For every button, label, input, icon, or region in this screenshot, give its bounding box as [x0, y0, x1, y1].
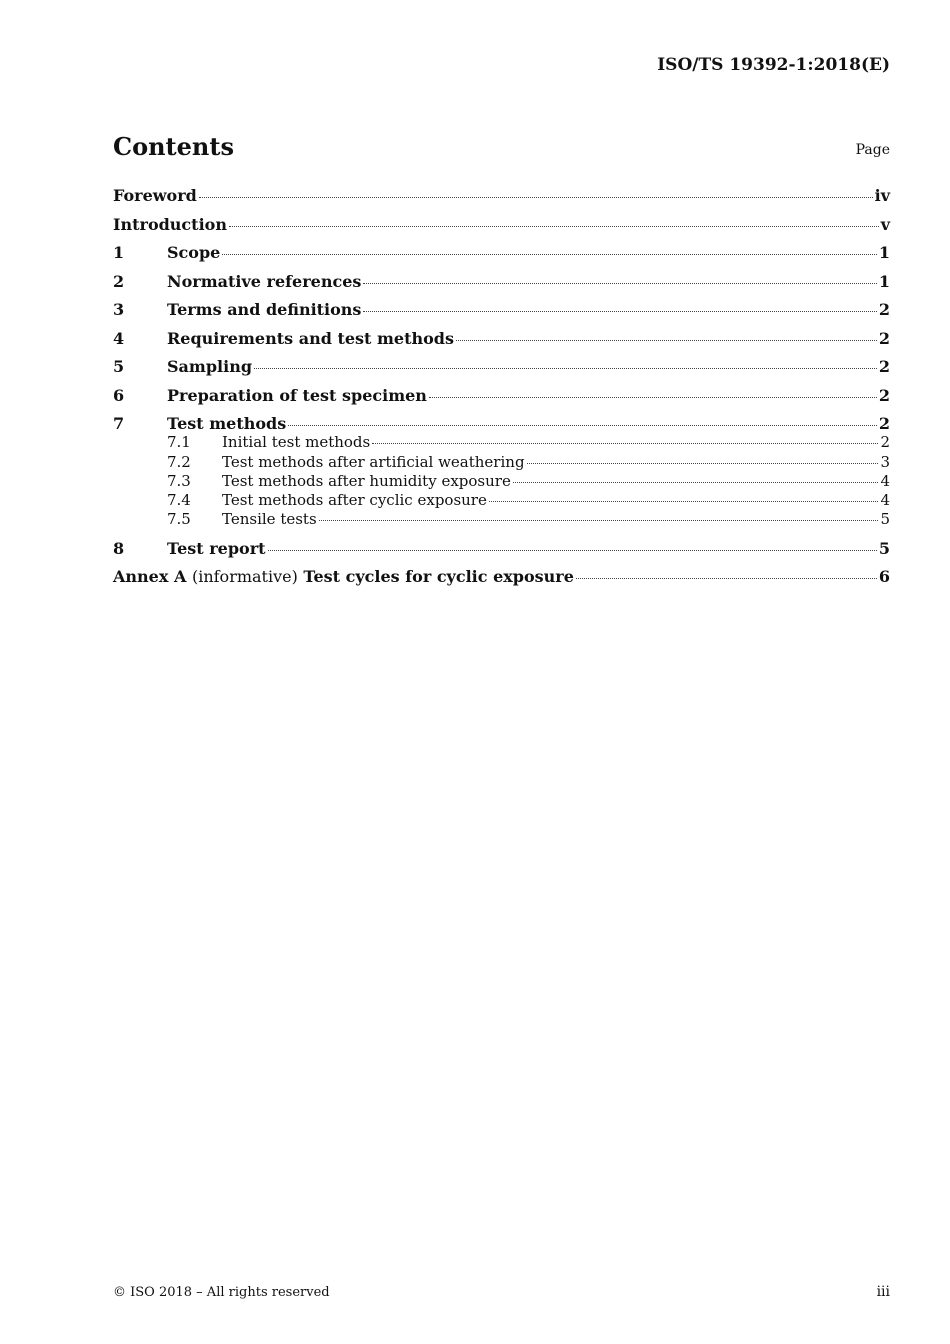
toc-entry-test-methods[interactable] — [113, 414, 890, 433]
toc-entry-page: 6 — [878, 567, 890, 587]
page-column-label: Page — [855, 142, 890, 158]
page-number: iii — [876, 1284, 890, 1300]
toc-entry-title: Preparation of test specimen — [167, 385, 427, 405]
toc-entry-title: Test report — [167, 538, 266, 558]
document-id: ISO/TS 19392-1:2018(E) — [657, 55, 890, 75]
dot-leader — [222, 253, 877, 255]
dot-leader — [576, 577, 877, 579]
dot-leader — [268, 549, 877, 551]
toc-entry-number: 1 — [113, 243, 125, 262]
toc-entry-title: Test methods after cyclic exposure — [222, 491, 487, 510]
toc-entry-title: Tensile tests — [222, 510, 317, 529]
toc-entry-page: 2 — [878, 357, 890, 376]
dot-leader — [319, 519, 879, 521]
annex-qualifier: (informative) — [191, 567, 298, 587]
toc-subentry-humidity-exposure[interactable] — [167, 472, 890, 491]
toc-subentry-artificial-weathering[interactable] — [167, 453, 890, 472]
toc-entry-title: Terms and definitions — [167, 300, 362, 319]
dot-leader — [363, 282, 876, 284]
toc-entry-page: 5 — [880, 510, 890, 529]
dot-leader — [229, 225, 879, 227]
toc-entry-title — [113, 567, 574, 586]
toc-entry-title: Normative references — [167, 271, 362, 291]
toc-entry-introduction[interactable] — [113, 215, 890, 244]
toc-entry-number: 2 — [113, 271, 125, 291]
toc-entry-number: 5 — [113, 357, 125, 376]
dot-leader — [456, 339, 877, 341]
dot-leader — [199, 196, 873, 198]
toc-entry-preparation[interactable] — [113, 386, 890, 415]
toc-entry-page: 4 — [880, 491, 890, 510]
toc-entry-page: 2 — [878, 414, 890, 433]
dot-leader — [363, 310, 876, 312]
toc-entry-terms-definitions[interactable] — [113, 300, 890, 329]
toc-entry-number: 6 — [113, 385, 125, 405]
dot-leader — [288, 424, 877, 426]
toc-entry-page: 1 — [878, 243, 890, 262]
toc-entry-title: Scope — [167, 243, 221, 262]
dot-leader — [527, 462, 879, 464]
toc-subentry-initial-test-methods[interactable] — [167, 433, 890, 452]
toc-entry-page: v — [880, 214, 890, 234]
toc-entry-page: iv — [874, 186, 890, 205]
dot-leader — [372, 442, 878, 444]
toc-entry-number: 7.4 — [167, 491, 191, 510]
toc-entry-number: 7 — [113, 414, 125, 433]
toc-entry-page: 2 — [878, 328, 890, 348]
toc-entry-title: Introduction — [113, 214, 227, 234]
toc-entry-title: Initial test methods — [222, 433, 371, 452]
toc-entry-title: Test methods — [167, 414, 287, 433]
dot-leader — [254, 367, 877, 369]
toc-entry-page: 2 — [878, 300, 890, 319]
page-title: Contents — [113, 132, 234, 161]
annex-label: Annex A — [113, 567, 187, 587]
toc-entry-foreword[interactable] — [113, 186, 890, 215]
toc-entry-number: 7.3 — [167, 471, 191, 490]
toc-entry-title: Foreword — [113, 186, 197, 205]
toc-entry-title: Requirements and test methods — [167, 328, 454, 348]
toc-entry-number: 4 — [113, 328, 125, 348]
toc-subentry-cyclic-exposure[interactable] — [167, 491, 890, 510]
toc-entry-page: 1 — [878, 271, 890, 291]
toc-entry-title: Test methods after artificial weathering — [222, 452, 525, 471]
toc-entry-test-report[interactable] — [113, 539, 890, 568]
toc-entry-requirements[interactable] — [113, 329, 890, 358]
toc-subentry-tensile-tests[interactable] — [167, 510, 890, 529]
dot-leader — [429, 396, 877, 398]
dot-leader — [489, 500, 879, 502]
toc-entry-page: 2 — [878, 385, 890, 405]
toc-entry-page: 3 — [880, 452, 890, 471]
table-of-contents — [113, 186, 890, 596]
toc-entry-page: 2 — [880, 433, 890, 452]
dot-leader — [513, 481, 879, 483]
toc-entry-number: 7.2 — [167, 452, 191, 471]
toc-entry-number: 8 — [113, 538, 125, 558]
toc-entry-title: Test methods after humidity exposure — [222, 471, 511, 490]
copyright-notice: © ISO 2018 – All rights reserved — [113, 1285, 330, 1300]
toc-entry-normative-references[interactable] — [113, 272, 890, 301]
toc-entry-page: 4 — [880, 471, 890, 490]
toc-entry-number: 7.1 — [167, 433, 191, 452]
annex-title: Test cycles for cyclic exposure — [303, 567, 574, 587]
toc-entry-page: 5 — [878, 538, 890, 558]
toc-entry-scope[interactable] — [113, 243, 890, 272]
toc-entry-number: 7.5 — [167, 510, 191, 529]
toc-entry-title: Sampling — [167, 357, 253, 376]
toc-entry-number: 3 — [113, 300, 125, 319]
toc-entry-annex-a[interactable] — [113, 567, 890, 596]
toc-entry-sampling[interactable] — [113, 357, 890, 386]
